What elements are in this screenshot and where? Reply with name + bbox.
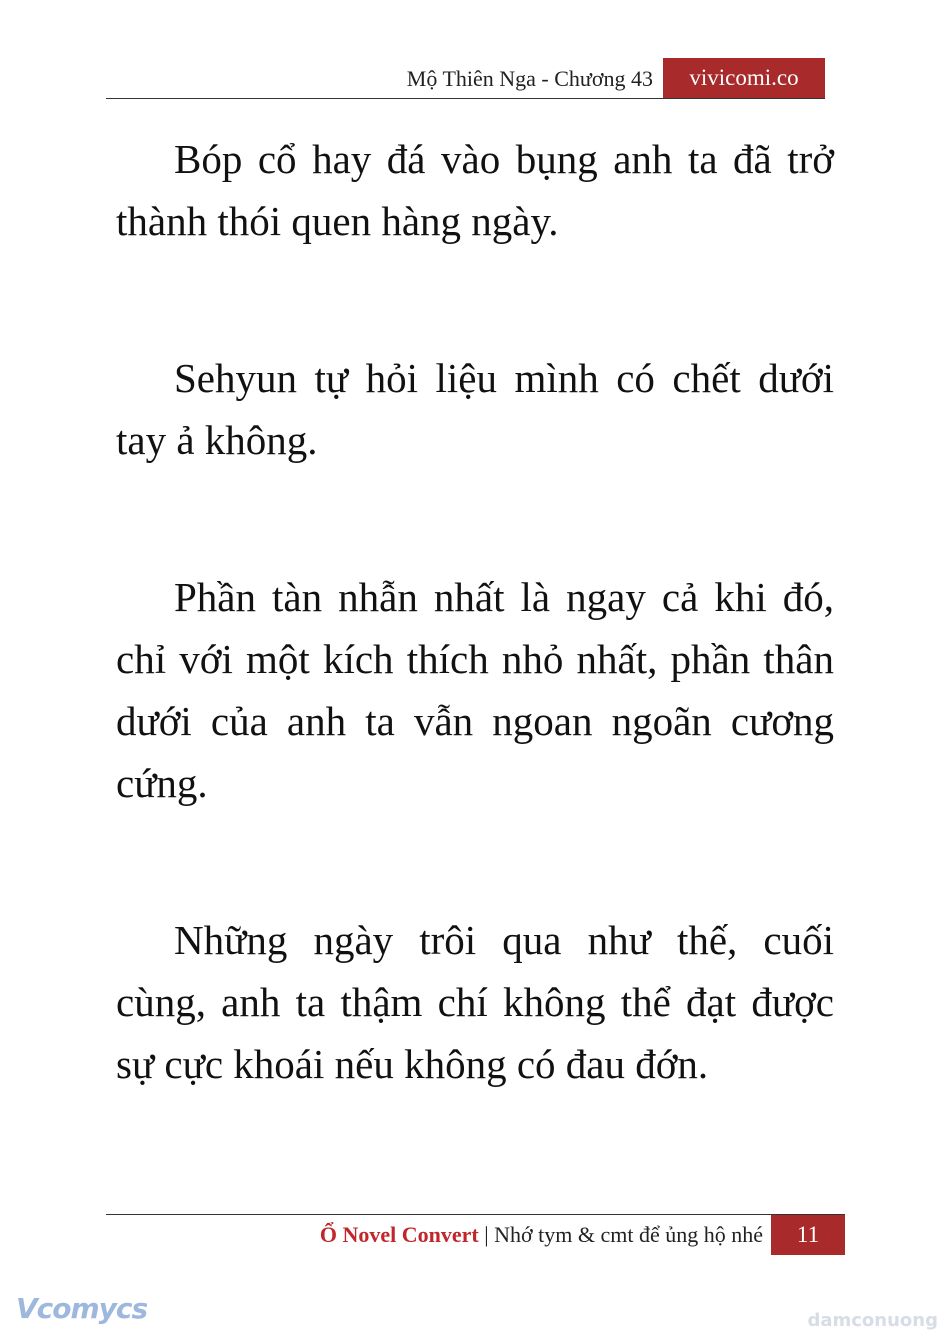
footer-brand: Ổ Novel Convert bbox=[319, 1222, 479, 1247]
watermark-logo-left: Vcomycs bbox=[16, 1292, 148, 1325]
header-divider bbox=[106, 98, 825, 99]
page-number: 11 bbox=[771, 1215, 845, 1255]
chapter-title: Mộ Thiên Nga - Chương 43 bbox=[406, 66, 653, 91]
paragraph-4: Những ngày trôi qua như thế, cuối cùng, anh ta thậm chí không thể đạt được sự cực khoái nếu không có đau đớn. bbox=[116, 917, 834, 1087]
page-header bbox=[106, 58, 825, 100]
paragraph-3: Phần tàn nhẫn nhất là ngay cả khi đó, chỉ với một kích thích nhỏ nhất, phần thân dưới của anh ta vẫn ngoan ngoãn cương cứng. bbox=[116, 574, 834, 806]
chapter-body bbox=[116, 128, 834, 1095]
watermark-right: damconuong bbox=[807, 1310, 938, 1331]
footer-separator: | bbox=[484, 1222, 489, 1247]
footer-note: Nhớ tym & cmt để ủng hộ nhé bbox=[494, 1222, 763, 1247]
footer-divider bbox=[106, 1214, 845, 1215]
paragraph-2: Sehyun tự hỏi liệu mình có chết dưới tay ả không. bbox=[116, 355, 834, 463]
paragraph-1: Bóp cổ hay đá vào bụng anh ta đã trở thành thói quen hàng ngày. bbox=[116, 136, 834, 244]
footer-text bbox=[320, 1222, 763, 1248]
page-footer bbox=[106, 1214, 845, 1256]
site-badge: vivicomi.co bbox=[663, 58, 825, 98]
